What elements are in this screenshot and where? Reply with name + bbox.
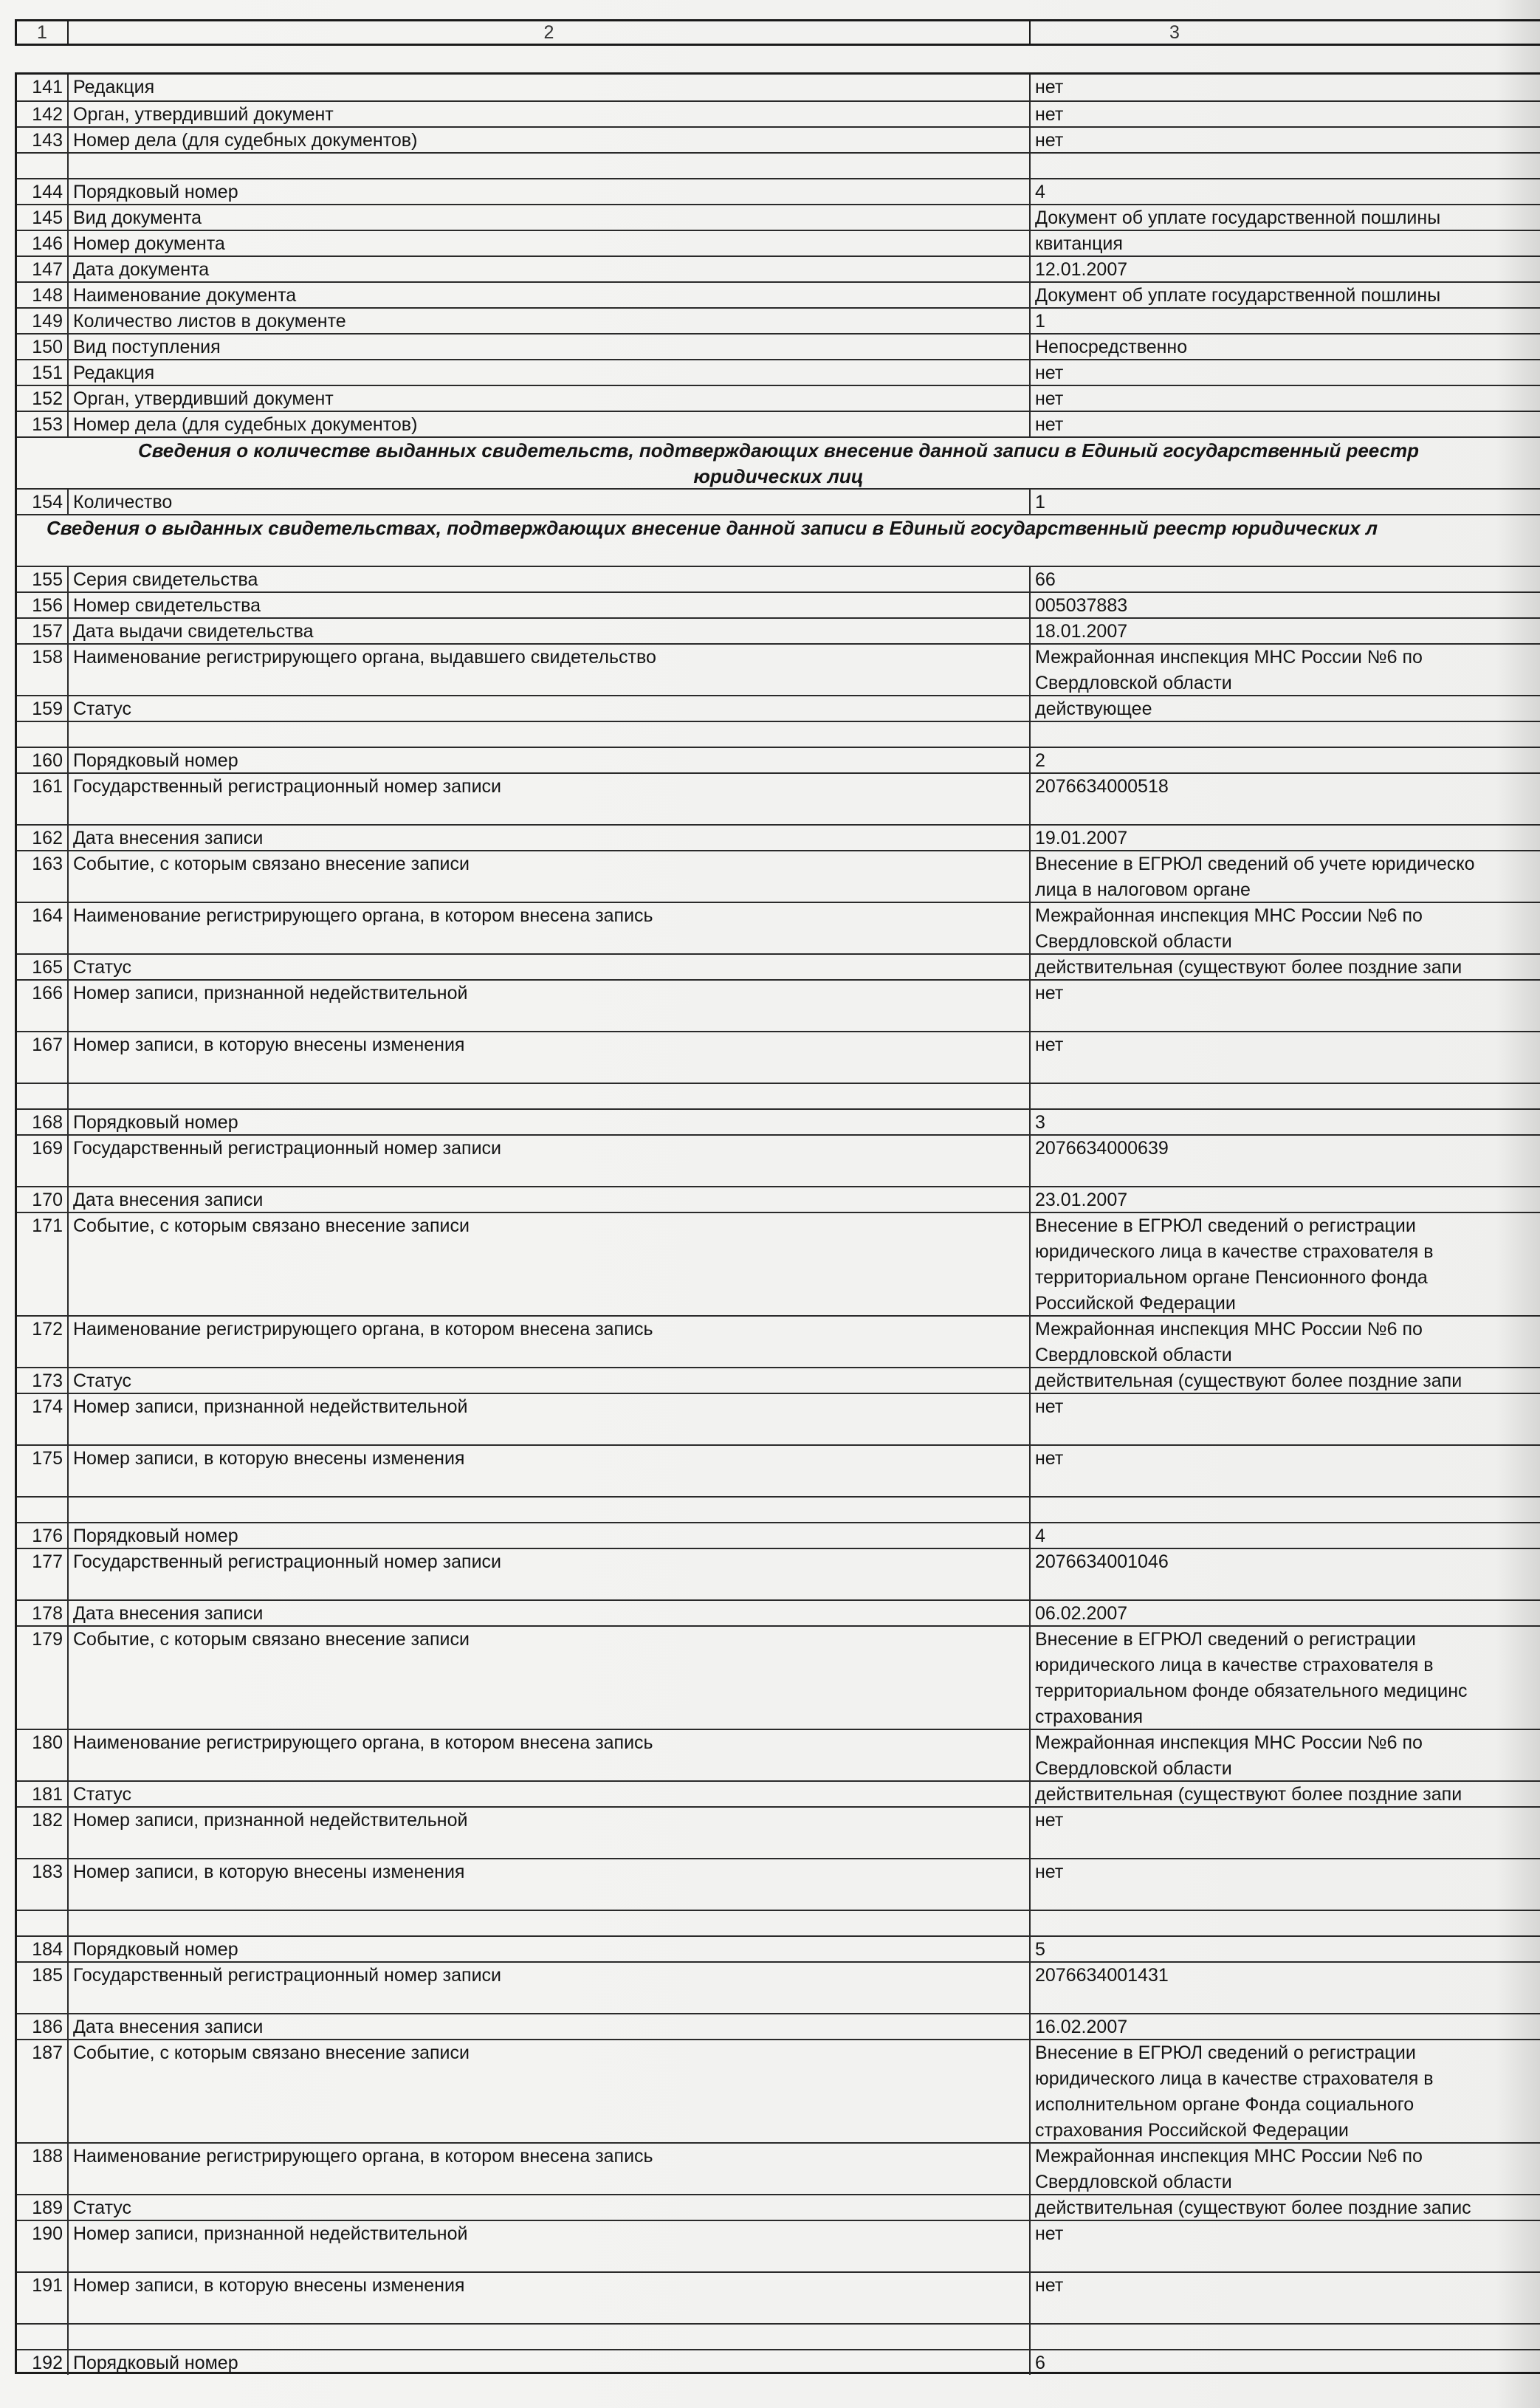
row-number: 152 [17, 386, 69, 411]
field-label: Порядковый номер [69, 748, 1031, 772]
field-value: Межрайонная инспекция МНС России №6 по Свердловской области [1035, 1732, 1423, 1779]
field-value: 4 [1035, 182, 1045, 202]
field-label: Порядковый номер [69, 2350, 1031, 2375]
field-label: Наименование регистрирующего органа, в котором внесена запись [69, 1730, 1031, 1780]
table-spacer-row [17, 152, 1540, 178]
row-number: 158 [17, 645, 69, 695]
table-row [17, 2039, 1540, 2142]
table-row [17, 385, 1540, 411]
table-row [17, 1315, 1540, 1367]
field-value: нет [1035, 1396, 1064, 1417]
field-label: Наименование регистрирующего органа, в котором внесена запись [69, 903, 1031, 953]
column-header-1: 1 [17, 21, 69, 44]
table-row [17, 1780, 1540, 1806]
table-row [17, 2194, 1540, 2220]
row-number: 143 [17, 128, 69, 152]
field-label: Номер записи, признанной недействительной [69, 1394, 1031, 1444]
field-value: Непосредственно [1035, 337, 1188, 357]
field-label: Наименование регистрирующего органа, выдавшего свидетельство [69, 645, 1031, 695]
field-label: Событие, с которым связано внесение записи [69, 851, 1031, 902]
field-value: 23.01.2007 [1035, 1190, 1128, 1210]
table-row [17, 1367, 1540, 1393]
row-number [17, 2325, 69, 2349]
field-value: нет [1035, 983, 1064, 1004]
field-value: Документ об уплате государственной пошлины [1035, 207, 1441, 228]
field-label: Номер дела (для судебных документов) [69, 128, 1031, 152]
table-row [17, 411, 1540, 436]
row-number: 160 [17, 748, 69, 772]
field-value: 18.01.2007 [1035, 621, 1128, 642]
field-value: Межрайонная инспекция МНС России №6 по Свердловской области [1035, 647, 1423, 693]
field-label: Событие, с которым связано внесение записи [69, 1213, 1031, 1315]
row-number: 173 [17, 1368, 69, 1393]
section-heading: Сведения о выданных свидетельствах, подтверждающих внесение данной записи в Единый государственный реестр юридических л [17, 514, 1540, 566]
table-row [17, 1625, 1540, 1729]
field-label [69, 1498, 1031, 1522]
field-label: Вид документа [69, 205, 1031, 230]
field-label: Порядковый номер [69, 179, 1031, 204]
field-label: Серия свидетельства [69, 567, 1031, 591]
field-value: действительная (существуют более поздние запи [1035, 957, 1462, 978]
field-label: Номер свидетельства [69, 593, 1031, 617]
table-row [17, 1806, 1540, 1858]
table-row [17, 1186, 1540, 1212]
field-label: Вид поступления [69, 335, 1031, 359]
field-value: действительная (существуют более поздние запис [1035, 2198, 1471, 2218]
row-number: 170 [17, 1187, 69, 1212]
field-label: Номер записи, признанной недействительной [69, 981, 1031, 1031]
table-row [17, 953, 1540, 979]
field-label: Государственный регистрационный номер записи [69, 1963, 1031, 2013]
row-number: 191 [17, 2273, 69, 2323]
field-label [69, 1911, 1031, 1935]
field-value: нет [1035, 388, 1064, 409]
row-number: 163 [17, 851, 69, 902]
row-number: 188 [17, 2144, 69, 2194]
field-value: 4 [1035, 1526, 1045, 1546]
table-row [17, 747, 1540, 772]
page-edge-shadow [1496, 0, 1540, 2408]
table-row [17, 902, 1540, 953]
row-number: 174 [17, 1394, 69, 1444]
field-label: Номер записи, в которую внесены изменения [69, 2273, 1031, 2323]
field-label: Дата внесения записи [69, 826, 1031, 850]
field-label: Событие, с которым связано внесение записи [69, 2040, 1031, 2142]
row-number: 146 [17, 231, 69, 255]
row-number: 153 [17, 412, 69, 436]
field-value: 2076634000518 [1035, 776, 1169, 797]
field-value: 12.01.2007 [1035, 259, 1128, 280]
table-row [17, 307, 1540, 333]
row-number [17, 1911, 69, 1935]
table-row [17, 1134, 1540, 1186]
row-number: 171 [17, 1213, 69, 1315]
field-label: Дата внесения записи [69, 1601, 1031, 1625]
row-number: 184 [17, 1937, 69, 1961]
row-number: 181 [17, 1782, 69, 1806]
table-row [17, 2142, 1540, 2194]
table-row [17, 1031, 1540, 1083]
field-value [1031, 1498, 1540, 1522]
table-spacer-row [17, 1910, 1540, 1935]
field-label: Количество листов в документе [69, 309, 1031, 333]
table-row [17, 979, 1540, 1031]
field-label: Наименование регистрирующего органа, в котором внесена запись [69, 2144, 1031, 2194]
field-label: Номер дела (для судебных документов) [69, 412, 1031, 436]
field-label: Дата документа [69, 257, 1031, 281]
table-spacer-row [17, 721, 1540, 747]
row-number: 183 [17, 1859, 69, 1910]
field-label: Порядковый номер [69, 1523, 1031, 1548]
field-value: нет [1035, 130, 1064, 151]
field-label: Статус [69, 2195, 1031, 2220]
row-number: 162 [17, 826, 69, 850]
table-row [17, 1729, 1540, 1780]
row-number: 149 [17, 309, 69, 333]
table-row [17, 178, 1540, 204]
table-row [17, 1599, 1540, 1625]
field-value: нет [1035, 77, 1064, 97]
row-number: 151 [17, 360, 69, 385]
table-row [17, 1212, 1540, 1315]
field-label: Порядковый номер [69, 1110, 1031, 1134]
row-number: 175 [17, 1446, 69, 1496]
table-row [17, 2349, 1540, 2375]
row-number [17, 1498, 69, 1522]
row-number: 144 [17, 179, 69, 204]
field-value: 2076634001046 [1035, 1551, 1169, 1572]
section-heading: Сведения о количестве выданных свидетельств, подтверждающих внесение данной записи в Единый государственный реестр юридических лиц [17, 436, 1540, 488]
row-number: 142 [17, 102, 69, 126]
row-number: 150 [17, 335, 69, 359]
field-value: действующее [1035, 699, 1152, 719]
field-value [1031, 1084, 1540, 1108]
field-label: Количество [69, 490, 1031, 514]
row-number: 155 [17, 567, 69, 591]
column-header-2: 2 [69, 21, 1031, 44]
field-label: Наименование регистрирующего органа, в котором внесена запись [69, 1317, 1031, 1367]
field-value: 66 [1035, 569, 1056, 590]
column-header-3: 3 [1169, 22, 1180, 43]
field-label: Статус [69, 955, 1031, 979]
table-row [17, 2220, 1540, 2271]
field-label: Дата выдачи свидетельства [69, 619, 1031, 643]
field-label: Статус [69, 1368, 1031, 1393]
table-row [17, 772, 1540, 824]
field-label [69, 1084, 1031, 1108]
row-number: 189 [17, 2195, 69, 2220]
row-number: 182 [17, 1808, 69, 1858]
row-number: 168 [17, 1110, 69, 1134]
table-row [17, 1548, 1540, 1599]
field-label [69, 2325, 1031, 2349]
table-row [17, 1935, 1540, 1961]
row-number: 154 [17, 490, 69, 514]
field-label: Статус [69, 696, 1031, 721]
registry-table [15, 72, 1540, 2374]
row-number: 147 [17, 257, 69, 281]
field-value: 6 [1035, 2353, 1045, 2373]
field-label: Дата внесения записи [69, 2014, 1031, 2039]
field-label: Дата внесения записи [69, 1187, 1031, 1212]
field-value: нет [1035, 2223, 1064, 2244]
field-value: нет [1035, 1448, 1064, 1469]
field-label: Номер записи, в которую внесены изменения [69, 1446, 1031, 1496]
field-value: 06.02.2007 [1035, 1603, 1128, 1624]
table-row [17, 2013, 1540, 2039]
row-number: 164 [17, 903, 69, 953]
field-value: Внесение в ЕГРЮЛ сведений о регистрации юридического лица в качестве страхователя в территориальном органе Пенсионного фонда Российской Федерации [1035, 1215, 1434, 1314]
field-label: Номер записи, в которую внесены изменения [69, 1859, 1031, 1910]
field-label: Государственный регистрационный номер записи [69, 1549, 1031, 1599]
row-number: 177 [17, 1549, 69, 1599]
row-number: 157 [17, 619, 69, 643]
table-row [17, 2271, 1540, 2323]
row-number [17, 722, 69, 747]
table-row [17, 1961, 1540, 2013]
field-value: 16.02.2007 [1035, 2017, 1128, 2037]
table-row [17, 488, 1540, 514]
table-row [17, 1522, 1540, 1548]
field-value: 2076634000639 [1035, 1138, 1169, 1159]
field-value: Внесение в ЕГРЮЛ сведений о регистрации юридического лица в качестве страхователя в исполнительном органе Фонда социального страхования Российской Федерации [1035, 2042, 1434, 2141]
table-row [17, 100, 1540, 126]
field-label: Номер записи, признанной недействительной [69, 2221, 1031, 2271]
row-number: 141 [17, 75, 69, 100]
table-row [17, 126, 1540, 152]
table-spacer-row [17, 2323, 1540, 2349]
field-value: 1 [1035, 311, 1045, 332]
row-number: 179 [17, 1627, 69, 1729]
field-value [1031, 1911, 1540, 1935]
field-value: 19.01.2007 [1035, 828, 1128, 848]
field-label: Редакция [69, 360, 1031, 385]
field-value: 2 [1035, 750, 1045, 771]
row-number: 161 [17, 774, 69, 824]
field-label: Номер документа [69, 231, 1031, 255]
row-number: 186 [17, 2014, 69, 2039]
field-label [69, 154, 1031, 178]
table-row [17, 359, 1540, 385]
field-label: Номер записи, признанной недействительной [69, 1808, 1031, 1858]
table-row [17, 617, 1540, 643]
field-label: Порядковый номер [69, 1937, 1031, 1961]
field-label: Орган, утвердивший документ [69, 102, 1031, 126]
row-number: 192 [17, 2350, 69, 2375]
row-number: 148 [17, 283, 69, 307]
field-value: 3 [1035, 1112, 1045, 1133]
field-value: Документ об уплате государственной пошлины [1035, 285, 1441, 306]
field-label: Редакция [69, 75, 1031, 100]
field-value: нет [1035, 104, 1064, 125]
table-row [17, 1858, 1540, 1910]
field-value: Внесение в ЕГРЮЛ сведений об учете юридическо лица в налоговом органе [1035, 854, 1475, 900]
field-value: Межрайонная инспекция МНС России №6 по Свердловской области [1035, 905, 1423, 952]
table-spacer-row [17, 1083, 1540, 1108]
table-row [17, 643, 1540, 695]
table-row [17, 255, 1540, 281]
field-value: Межрайонная инспекция МНС России №6 по Свердловской области [1035, 1319, 1423, 1365]
row-number: 145 [17, 205, 69, 230]
row-number: 156 [17, 593, 69, 617]
field-value: 005037883 [1035, 595, 1128, 616]
row-number: 178 [17, 1601, 69, 1625]
field-value: нет [1035, 414, 1064, 435]
row-number: 165 [17, 955, 69, 979]
field-label: Статус [69, 1782, 1031, 1806]
field-label [69, 722, 1031, 747]
table-row [17, 333, 1540, 359]
row-number [17, 1084, 69, 1108]
field-value [1031, 722, 1540, 747]
row-number: 187 [17, 2040, 69, 2142]
field-value: 5 [1035, 1939, 1045, 1960]
field-value: 1 [1035, 492, 1045, 512]
field-label: Наименование документа [69, 283, 1031, 307]
field-value: нет [1035, 1810, 1064, 1831]
table-row [17, 1108, 1540, 1134]
field-label: Номер записи, в которую внесены изменения [69, 1032, 1031, 1083]
field-value: 2076634001431 [1035, 1965, 1169, 1986]
row-number: 159 [17, 696, 69, 721]
row-number: 176 [17, 1523, 69, 1548]
field-value: нет [1035, 1035, 1064, 1055]
table-row [17, 695, 1540, 721]
table-row [17, 75, 1540, 100]
column-header-row [15, 19, 1540, 46]
field-value: квитанция [1035, 233, 1123, 254]
row-number: 185 [17, 1963, 69, 2013]
field-value: нет [1035, 363, 1064, 383]
table-row [17, 824, 1540, 850]
row-number: 166 [17, 981, 69, 1031]
field-label: Государственный регистрационный номер записи [69, 774, 1031, 824]
row-number: 190 [17, 2221, 69, 2271]
table-row [17, 566, 1540, 591]
field-value [1031, 154, 1540, 178]
row-number: 169 [17, 1136, 69, 1186]
table-row [17, 1393, 1540, 1444]
row-number: 167 [17, 1032, 69, 1083]
table-row [17, 204, 1540, 230]
table-row [17, 230, 1540, 255]
field-label: Орган, утвердивший документ [69, 386, 1031, 411]
field-label: Событие, с которым связано внесение записи [69, 1627, 1031, 1729]
table-spacer-row [17, 1496, 1540, 1522]
field-value [1031, 2325, 1540, 2349]
row-number [17, 154, 69, 178]
table-row [17, 850, 1540, 902]
row-number: 172 [17, 1317, 69, 1367]
field-value: Внесение в ЕГРЮЛ сведений о регистрации юридического лица в качестве страхователя в территориальном фонде обязательного медицинс страхования [1035, 1629, 1468, 1727]
table-row [17, 591, 1540, 617]
field-value: действительная (существуют более поздние запи [1035, 1371, 1462, 1391]
field-value: Межрайонная инспекция МНС России №6 по Свердловской области [1035, 2146, 1423, 2192]
table-row [17, 281, 1540, 307]
row-number: 180 [17, 1730, 69, 1780]
table-row [17, 1444, 1540, 1496]
field-value: нет [1035, 1862, 1064, 1882]
field-value: нет [1035, 2275, 1064, 2296]
field-label: Государственный регистрационный номер записи [69, 1136, 1031, 1186]
field-value: действительная (существуют более поздние запи [1035, 1784, 1462, 1805]
